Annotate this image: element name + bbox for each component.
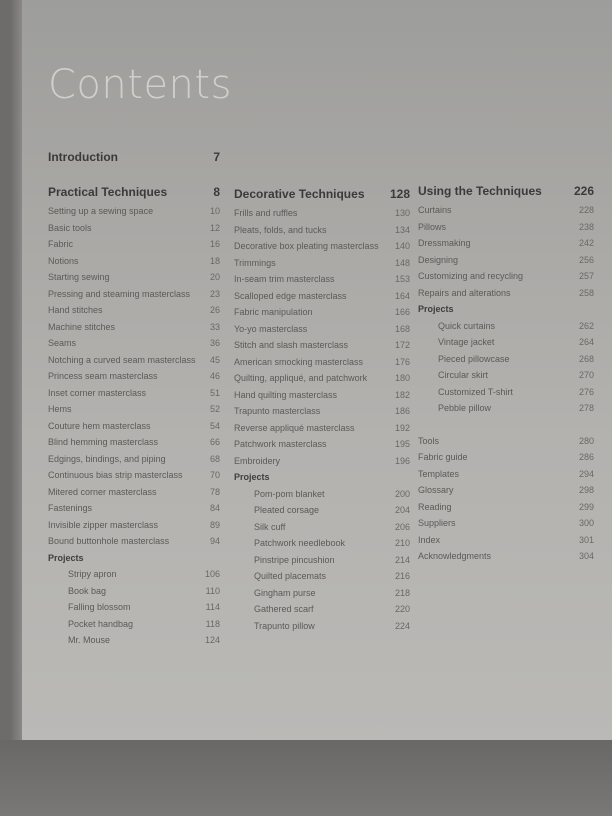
practical-column bbox=[48, 183, 220, 649]
toc-entry-label: Customized T-shirt bbox=[438, 386, 513, 397]
toc-entry-page: 110 bbox=[205, 585, 220, 596]
toc-entry bbox=[418, 548, 594, 565]
toc-entry bbox=[48, 335, 220, 352]
toc-entry bbox=[234, 288, 410, 305]
toc-entry bbox=[48, 352, 220, 369]
toc-entry-label: Trapunto masterclass bbox=[234, 406, 321, 416]
toc-entry-page: 224 bbox=[394, 620, 410, 631]
toc-entry-page: 46 bbox=[209, 371, 220, 381]
toc-entry-page: 66 bbox=[209, 437, 220, 447]
toc-entry-label: Trapunto pillow bbox=[254, 620, 315, 631]
toc-entry-page: 130 bbox=[394, 208, 410, 218]
toc-entry-page: 192 bbox=[394, 422, 410, 433]
toc-entry-page: 148 bbox=[394, 257, 410, 268]
intro-label: Introduction bbox=[48, 150, 118, 164]
toc-entry-page: 218 bbox=[394, 587, 410, 598]
toc-entry-label: Quilted placemats bbox=[254, 571, 327, 581]
toc-entry-label: Seams bbox=[48, 338, 77, 348]
toc-entry-page: 176 bbox=[394, 356, 410, 367]
toc-entry-page: 124 bbox=[204, 635, 220, 645]
toc-entry bbox=[48, 418, 220, 435]
toc-entry bbox=[234, 436, 410, 453]
toc-entry bbox=[418, 235, 594, 252]
toc-entry-page: 206 bbox=[394, 521, 410, 532]
toc-entry-page: 216 bbox=[394, 571, 410, 581]
back-matter-list bbox=[418, 433, 594, 565]
toc-entry-page: 256 bbox=[578, 254, 594, 265]
toc-entry bbox=[234, 255, 410, 272]
toc-entry-page: 258 bbox=[578, 287, 594, 298]
toc-entry-page: 262 bbox=[578, 320, 594, 331]
toc-entry-page: 172 bbox=[394, 340, 410, 350]
toc-entry-label: Falling blossom bbox=[68, 602, 131, 612]
toc-entry-label: In-seam trim masterclass bbox=[234, 274, 335, 284]
page-title: Contents bbox=[48, 62, 232, 108]
toc-entry-label: Notching a curved seam masterclass bbox=[48, 354, 196, 365]
toc-entry bbox=[234, 453, 410, 470]
toc-entry-label: Mitered corner masterclass bbox=[48, 486, 157, 497]
toc-entry bbox=[48, 302, 220, 319]
toc-entry-page: 186 bbox=[394, 406, 410, 416]
toc-entry-label: Pebble pillow bbox=[438, 403, 492, 413]
toc-entry-label: Mr. Mouse bbox=[68, 635, 111, 645]
toc-entry-label: Reverse appliqué masterclass bbox=[234, 422, 355, 433]
toc-entry-page: 33 bbox=[209, 321, 220, 332]
toc-entry bbox=[68, 632, 220, 649]
toc-entry-label: Continuous bias strip masterclass bbox=[48, 470, 183, 480]
toc-entry bbox=[438, 367, 594, 384]
projects-subheading: Projects bbox=[48, 552, 84, 563]
toc-entry-label: Gathered scarf bbox=[254, 604, 314, 614]
toc-entry bbox=[234, 222, 410, 239]
toc-list bbox=[234, 205, 410, 469]
toc-entry-page: 180 bbox=[394, 373, 410, 383]
toc-entry bbox=[438, 400, 594, 417]
toc-entry-page: 36 bbox=[209, 338, 220, 348]
toc-entry-page: 196 bbox=[394, 455, 410, 466]
toc-entry-page: 299 bbox=[578, 501, 594, 512]
toc-entry-label: Hand stitches bbox=[48, 305, 103, 315]
toc-entry-page: 106 bbox=[204, 569, 220, 579]
toc-entry bbox=[48, 517, 220, 534]
toc-entry-label: Silk cuff bbox=[254, 521, 286, 532]
toc-entry-label: Repairs and alterations bbox=[418, 287, 511, 298]
toc-entry bbox=[48, 484, 220, 501]
toc-entry-page: 257 bbox=[578, 271, 594, 281]
toc-entry-label: Stitch and slash masterclass bbox=[234, 340, 349, 350]
toc-entry-label: Patchwork masterclass bbox=[234, 439, 327, 449]
intro-page: 7 bbox=[213, 150, 220, 164]
toc-entry-page: 89 bbox=[209, 519, 220, 530]
toc-entry bbox=[254, 585, 410, 602]
toc-entry-page: 20 bbox=[209, 272, 220, 282]
toc-entry-page: 45 bbox=[209, 354, 220, 365]
toc-entry bbox=[418, 515, 594, 532]
intro-entry bbox=[48, 150, 220, 164]
toc-entry-label: Tools bbox=[418, 435, 440, 446]
toc-entry bbox=[234, 304, 410, 321]
toc-entry-label: Machine stitches bbox=[48, 321, 116, 332]
toc-entry-page: 228 bbox=[578, 205, 594, 215]
toc-entry bbox=[48, 368, 220, 385]
toc-entry bbox=[48, 269, 220, 286]
toc-entry-page: 166 bbox=[394, 307, 410, 317]
toc-entry-page: 200 bbox=[394, 488, 410, 499]
toc-entry bbox=[254, 502, 410, 519]
toc-entry bbox=[48, 500, 220, 517]
toc-entry bbox=[48, 203, 220, 220]
toc-entry-page: 304 bbox=[578, 551, 594, 561]
toc-list bbox=[418, 202, 594, 301]
toc-entry bbox=[234, 387, 410, 404]
toc-entry bbox=[234, 238, 410, 255]
toc-entry-label: Couture hem masterclass bbox=[48, 420, 151, 431]
toc-entry bbox=[48, 467, 220, 484]
toc-entry-page: 195 bbox=[394, 439, 410, 449]
toc-entry bbox=[48, 533, 220, 550]
toc-entry bbox=[418, 252, 594, 269]
toc-list bbox=[48, 203, 220, 550]
toc-entry-label: Embroidery bbox=[234, 455, 281, 466]
toc-entry bbox=[48, 434, 220, 451]
toc-entry bbox=[48, 401, 220, 418]
toc-entry-label: Glossary bbox=[418, 485, 454, 495]
projects-subheading: Projects bbox=[234, 472, 270, 482]
toc-entry bbox=[234, 337, 410, 354]
toc-entry bbox=[254, 618, 410, 635]
toc-entry bbox=[418, 532, 594, 549]
toc-entry-label: Fastenings bbox=[48, 503, 93, 513]
toc-entry-label: Fabric manipulation bbox=[234, 307, 313, 317]
toc-entry-label: Pleated corsage bbox=[254, 505, 320, 515]
toc-entry-label: Decorative box pleating masterclass bbox=[234, 241, 379, 251]
toc-entry-page: 94 bbox=[209, 536, 220, 546]
toc-entry bbox=[68, 599, 220, 616]
toc-entry bbox=[254, 486, 410, 503]
toc-entry bbox=[418, 285, 594, 302]
toc-entry-label: Customizing and recycling bbox=[418, 271, 524, 281]
toc-entry-label: Pocket handbag bbox=[68, 618, 134, 629]
section-heading: Using the Techniques 226 bbox=[418, 184, 594, 198]
toc-entry-page: 210 bbox=[394, 538, 410, 548]
toc-entry-label: Pinstripe pincushion bbox=[254, 554, 335, 565]
toc-entry-label: Fabric bbox=[48, 239, 74, 249]
projects-list bbox=[234, 486, 410, 635]
toc-entry-label: Patchwork needlebook bbox=[254, 538, 346, 548]
toc-entry-label: Trimmings bbox=[234, 257, 276, 268]
toc-entry-label: Notions bbox=[48, 255, 79, 266]
toc-entry-label: Suppliers bbox=[418, 518, 456, 528]
toc-entry-label: Starting sewing bbox=[48, 272, 110, 282]
toc-entry-page: 52 bbox=[209, 404, 220, 414]
toc-entry bbox=[438, 351, 594, 368]
toc-entry-page: 220 bbox=[394, 604, 410, 614]
toc-entry bbox=[48, 319, 220, 336]
toc-entry-label: Inset corner masterclass bbox=[48, 387, 147, 398]
toc-entry-page: 134 bbox=[394, 224, 410, 235]
toc-entry bbox=[68, 583, 220, 600]
toc-entry-label: Book bag bbox=[68, 585, 107, 596]
toc-entry-label: Reading bbox=[418, 501, 452, 512]
toc-entry-label: Hand quilting masterclass bbox=[234, 389, 338, 400]
toc-entry bbox=[234, 370, 410, 387]
toc-entry bbox=[418, 466, 594, 483]
toc-entry-page: 153 bbox=[394, 274, 410, 284]
toc-entry bbox=[438, 318, 594, 335]
toc-entry-label: Bound buttonhole masterclass bbox=[48, 536, 170, 546]
toc-entry bbox=[234, 420, 410, 437]
toc-entry bbox=[418, 202, 594, 219]
projects-list bbox=[48, 566, 220, 649]
toc-entry-label: Scalloped edge masterclass bbox=[234, 290, 347, 301]
toc-entry bbox=[254, 535, 410, 552]
toc-entry-page: 168 bbox=[394, 323, 410, 334]
toc-entry bbox=[48, 451, 220, 468]
toc-entry-page: 204 bbox=[394, 505, 410, 515]
toc-entry bbox=[418, 268, 594, 285]
toc-entry-page: 294 bbox=[578, 468, 594, 479]
toc-entry-page: 51 bbox=[209, 387, 220, 398]
toc-entry-label: Pleats, folds, and tucks bbox=[234, 224, 327, 235]
toc-entry bbox=[254, 601, 410, 618]
toc-entry-page: 78 bbox=[209, 486, 220, 497]
toc-entry-page: 268 bbox=[578, 353, 594, 364]
toc-entry bbox=[234, 403, 410, 420]
toc-entry-label: Yo-yo masterclass bbox=[234, 323, 308, 334]
section-heading: Decorative Techniques 128 bbox=[234, 187, 410, 201]
toc-entry-page: 68 bbox=[209, 453, 220, 464]
toc-entry bbox=[254, 519, 410, 536]
toc-entry-label: Pieced pillowcase bbox=[438, 353, 510, 364]
toc-entry bbox=[438, 384, 594, 401]
toc-entry-label: Dressmaking bbox=[418, 238, 471, 248]
toc-entry-page: 276 bbox=[578, 386, 594, 397]
toc-entry bbox=[68, 566, 220, 583]
toc-entry-page: 164 bbox=[394, 290, 410, 301]
toc-entry-label: Basic tools bbox=[48, 222, 92, 233]
toc-entry bbox=[418, 433, 594, 450]
toc-entry-label: American smocking masterclass bbox=[234, 356, 364, 367]
toc-entry-page: 118 bbox=[205, 618, 220, 629]
page-gutter-shadow bbox=[10, 0, 22, 740]
toc-entry bbox=[418, 482, 594, 499]
toc-entry-page: 70 bbox=[209, 470, 220, 480]
toc-entry-page: 140 bbox=[394, 241, 410, 251]
toc-entry-page: 214 bbox=[394, 554, 410, 565]
toc-entry bbox=[234, 354, 410, 371]
toc-entry-label: Designing bbox=[418, 254, 459, 265]
toc-entry bbox=[234, 205, 410, 222]
toc-entry-page: 23 bbox=[209, 288, 220, 299]
toc-entry-label: Frills and ruffles bbox=[234, 208, 298, 218]
toc-entry bbox=[48, 220, 220, 237]
toc-entry bbox=[234, 321, 410, 338]
table-surface bbox=[0, 740, 612, 816]
toc-entry bbox=[234, 271, 410, 288]
toc-entry bbox=[438, 334, 594, 351]
toc-entry-label: Acknowledgments bbox=[418, 551, 492, 561]
section-heading: Practical Techniques 8 bbox=[48, 185, 220, 199]
toc-entry-page: 270 bbox=[578, 370, 594, 380]
toc-entry bbox=[48, 385, 220, 402]
toc-entry-page: 278 bbox=[578, 403, 594, 413]
toc-entry bbox=[418, 219, 594, 236]
toc-entry bbox=[48, 253, 220, 270]
toc-entry-label: Circular skirt bbox=[438, 370, 489, 380]
toc-entry-page: 242 bbox=[578, 238, 594, 248]
using-column bbox=[418, 182, 594, 565]
toc-entry bbox=[68, 616, 220, 633]
book-page bbox=[10, 0, 612, 740]
toc-entry-label: Vintage jacket bbox=[438, 337, 495, 347]
toc-entry-page: 84 bbox=[209, 503, 220, 513]
toc-entry-page: 301 bbox=[578, 534, 594, 545]
toc-entry-label: Invisible zipper masterclass bbox=[48, 519, 159, 530]
toc-entry bbox=[48, 286, 220, 303]
toc-entry bbox=[418, 449, 594, 466]
toc-entry-page: 10 bbox=[209, 206, 220, 216]
toc-entry-label: Setting up a sewing space bbox=[48, 206, 154, 216]
toc-entry-page: 280 bbox=[578, 435, 594, 446]
toc-entry-page: 18 bbox=[209, 255, 220, 266]
toc-entry-page: 182 bbox=[394, 389, 410, 400]
decorative-column bbox=[234, 185, 410, 634]
toc-entry-page: 298 bbox=[578, 485, 594, 495]
toc-entry-label: Quick curtains bbox=[438, 320, 496, 331]
toc-entry-page: 114 bbox=[205, 602, 220, 612]
toc-entry-label: Gingham purse bbox=[254, 587, 316, 598]
toc-entry-label: Index bbox=[418, 534, 441, 545]
toc-entry bbox=[254, 552, 410, 569]
toc-entry-label: Blind hemming masterclass bbox=[48, 437, 159, 447]
toc-entry-page: 264 bbox=[578, 337, 594, 347]
toc-entry-page: 300 bbox=[578, 518, 594, 528]
toc-entry-label: Curtains bbox=[418, 205, 452, 215]
toc-entry-page: 286 bbox=[578, 452, 594, 462]
toc-entry-label: Princess seam masterclass bbox=[48, 371, 158, 381]
toc-entry-label: Templates bbox=[418, 468, 460, 479]
toc-entry-page: 238 bbox=[578, 221, 594, 232]
toc-entry-page: 54 bbox=[209, 420, 220, 431]
toc-entry-label: Edgings, bindings, and piping bbox=[48, 453, 166, 464]
projects-subheading: Projects bbox=[418, 304, 454, 314]
toc-entry-label: Hems bbox=[48, 404, 72, 414]
toc-entry-page: 12 bbox=[209, 222, 220, 233]
toc-entry-label: Quilting, appliqué, and patchwork bbox=[234, 373, 368, 383]
toc-entry-label: Fabric guide bbox=[418, 452, 468, 462]
toc-entry bbox=[418, 499, 594, 516]
toc-entry-label: Pillows bbox=[418, 221, 447, 232]
toc-entry-label: Pom-pom blanket bbox=[254, 488, 325, 499]
projects-list bbox=[418, 318, 594, 417]
toc-entry-page: 26 bbox=[209, 305, 220, 315]
toc-entry-label: Pressing and steaming masterclass bbox=[48, 288, 191, 299]
toc-entry bbox=[48, 236, 220, 253]
toc-entry-label: Stripy apron bbox=[68, 569, 117, 579]
toc-entry bbox=[254, 568, 410, 585]
toc-entry-page: 16 bbox=[209, 239, 220, 249]
